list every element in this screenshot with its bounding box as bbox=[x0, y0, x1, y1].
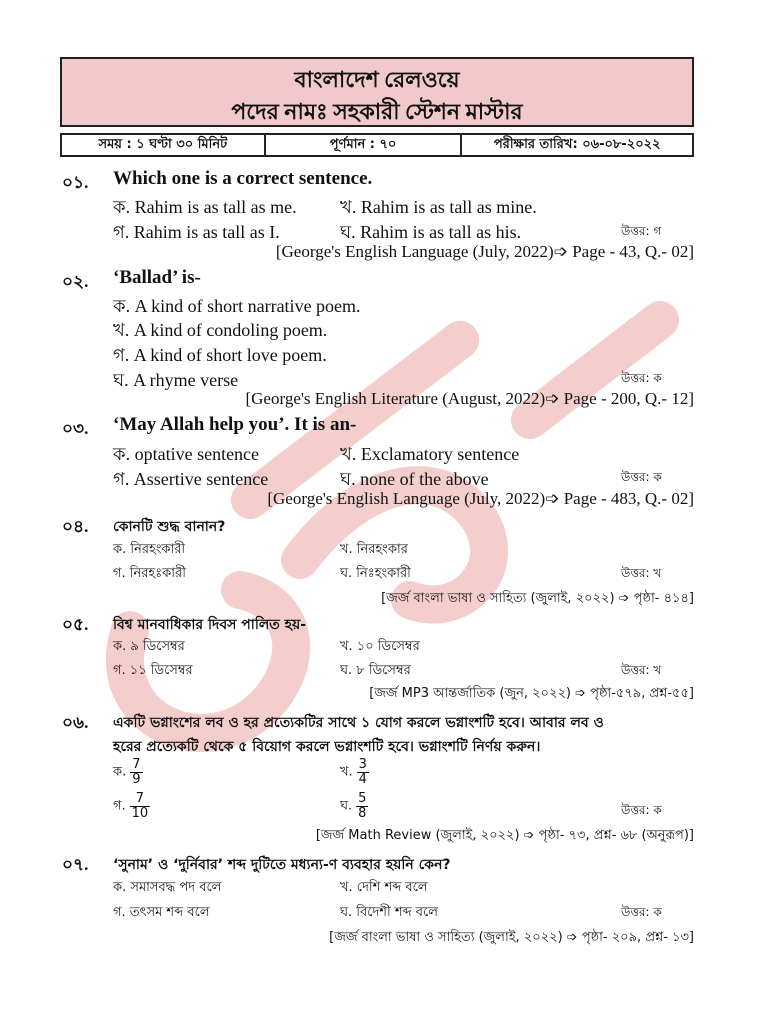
question-text-line1: একটি ভগ্নাংশের লব ও হর প্রত্যেকটির সাথে ১ যোগ করলে ভগ্নাংশটি হবে। আবার লব ও bbox=[113, 715, 604, 731]
option-ka: ক. A kind of short narrative poem. bbox=[113, 296, 361, 316]
option-kha: খ. ১০ ডিসেম্বর bbox=[340, 639, 420, 654]
option-ga: গ. ১১ ডিসেম্বর bbox=[113, 663, 193, 678]
option-ga bbox=[113, 792, 150, 820]
option-kha: খ. Rahim is as tall as mine. bbox=[340, 197, 537, 217]
fraction bbox=[130, 758, 142, 786]
option-gha: ঘ. নিঃহংকারী bbox=[340, 566, 411, 581]
answer-label: উত্তর: খ bbox=[621, 663, 662, 677]
option-gha: ঘ. none of the above bbox=[340, 469, 489, 489]
fraction bbox=[356, 792, 368, 820]
option-ga: গ. Assertive sentence bbox=[113, 469, 269, 489]
option-gha: ঘ. ৮ ডিসেম্বর bbox=[340, 663, 411, 678]
reference: [George's English Language (July, 2022)➩ Page - 43, Q.- 02] bbox=[275, 242, 694, 261]
option-kha: খ. Exclamatory sentence bbox=[340, 444, 520, 464]
question-text: ‘সুনাম’ ও ‘দুর্নিবার’ শব্দ দুটিতে মধ্যন্য-ণ ব্যবহার হয়নি কেন? bbox=[113, 857, 451, 873]
option-kha bbox=[340, 758, 369, 786]
option-label: গ. bbox=[113, 798, 126, 814]
option-ka: ক. optative sentence bbox=[113, 444, 260, 464]
question-text-line2: হরের প্রত্যেকটি থেকে ৫ বিয়োগ করলে ভগ্নাংশটি হবে। ভগ্নাংশটি নির্ণয় করুন। bbox=[113, 739, 541, 755]
option-kha: খ. দেশি শব্দ বলে bbox=[340, 880, 428, 895]
denominator: 4 bbox=[358, 771, 367, 787]
numerator: 7 bbox=[132, 757, 141, 772]
question-number: ০৭. bbox=[62, 855, 89, 874]
question-number: ০৬. bbox=[62, 713, 89, 732]
denominator: 8 bbox=[358, 805, 367, 821]
option-gha: ঘ. বিদেশী শব্দ বলে bbox=[340, 905, 438, 920]
option-gha: ঘ. A rhyme verse bbox=[113, 370, 239, 390]
answer-label: উত্তর: ক bbox=[621, 905, 662, 919]
option-ka: ক. ৯ ডিসেম্বর bbox=[113, 639, 185, 654]
option-ka: ক. সমাসবদ্ধ পদ বলে bbox=[113, 880, 222, 895]
exam-date: পরীক্ষার তারিখ: ০৬-০৮-২০২২ bbox=[493, 136, 661, 152]
question-number: ০৪. bbox=[62, 517, 89, 536]
numerator: 3 bbox=[358, 757, 367, 772]
option-label: ঘ. bbox=[340, 798, 353, 814]
option-ka: ক. নিরহংকারী bbox=[113, 542, 186, 557]
option-ga: গ. A kind of short love poem. bbox=[113, 345, 327, 365]
answer-label: উত্তর: ক bbox=[621, 371, 662, 385]
answer-label: উত্তর: গ bbox=[621, 224, 662, 238]
post-title: পদের নামঃ সহকারী স্টেশন মাস্টার bbox=[231, 99, 523, 124]
question-number: ০১. bbox=[62, 173, 89, 192]
full-marks: পূর্ণমান : ৭০ bbox=[266, 135, 463, 155]
option-kha: খ. নিরহংকার bbox=[340, 542, 408, 557]
option-gha: ঘ. Rahim is as tall as his. bbox=[340, 222, 522, 242]
option-ga: গ. নিরহঃকারী bbox=[113, 566, 186, 581]
option-ka bbox=[113, 758, 143, 786]
reference: [George's English Literature (August, 2022)➩ Page - 200, Q.- 12] bbox=[245, 389, 694, 408]
answer-label: উত্তর: ক bbox=[621, 803, 662, 817]
denominator: 9 bbox=[132, 771, 141, 787]
exam-info-row bbox=[60, 133, 694, 157]
reference: [জর্জ MP3 আন্তর্জাতিক (জুন, ২০২২) ➩ পৃষ্ঠা-৫৭৯, প্রশ্ন-৫৫] bbox=[369, 686, 694, 701]
option-label: খ. bbox=[340, 764, 353, 780]
numerator: 7 bbox=[130, 792, 151, 807]
fraction bbox=[357, 758, 369, 786]
exam-duration: সময় : ১ ঘণ্টা ৩০ মিনিট bbox=[62, 135, 266, 155]
question-text: কোনটি শুদ্ধ বানান? bbox=[113, 519, 226, 535]
question-text: ‘Ballad’ is- bbox=[113, 267, 201, 288]
numerator: 5 bbox=[358, 791, 367, 806]
question-text: ‘May Allah help you’. It is an- bbox=[113, 414, 357, 435]
reference: [George's English Language (July, 2022)➩ Page - 483, Q.- 02] bbox=[267, 489, 694, 508]
question-number: ০২. bbox=[62, 272, 89, 291]
option-gha bbox=[340, 792, 368, 820]
denominator: 10 bbox=[131, 805, 149, 821]
question-text: Which one is a correct sentence. bbox=[113, 168, 373, 189]
organization-title: বাংলাদেশ রেলওয়ে bbox=[294, 67, 460, 92]
question-text: বিশ্ব মানবাধিকার দিবস পালিত হয়- bbox=[113, 617, 307, 633]
answer-label: উত্তর: ক bbox=[621, 470, 662, 484]
option-label: ক. bbox=[113, 764, 127, 780]
reference: [জর্জ Math Review (জুলাই, ২০২২) ➩ পৃষ্ঠা- ৭৩, প্রশ্ন- ৬৮ (অনুরূপ)] bbox=[315, 828, 694, 843]
option-ka: ক. Rahim is as tall as me. bbox=[113, 197, 297, 217]
option-ga: গ. তৎসম শব্দ বলে bbox=[113, 905, 210, 920]
exam-header bbox=[60, 57, 694, 127]
option-ga: গ. Rahim is as tall as I. bbox=[113, 222, 280, 242]
fraction bbox=[130, 792, 151, 820]
answer-label: উত্তর: খ bbox=[621, 566, 662, 580]
reference: [জর্জ বাংলা ভাষা ও সাহিত্য (জুলাই, ২০২২) ➩ পৃষ্ঠা- ৪১৪] bbox=[381, 591, 694, 606]
question-number: ০৫. bbox=[62, 615, 89, 634]
question-number: ০৩. bbox=[62, 419, 89, 438]
option-kha: খ. A kind of condoling poem. bbox=[113, 320, 328, 340]
reference: [জর্জ বাংলা ভাষা ও সাহিত্য (জুলাই, ২০২২) ➩ পৃষ্ঠা- ২০৯, প্রশ্ন- ১৩] bbox=[329, 930, 694, 945]
